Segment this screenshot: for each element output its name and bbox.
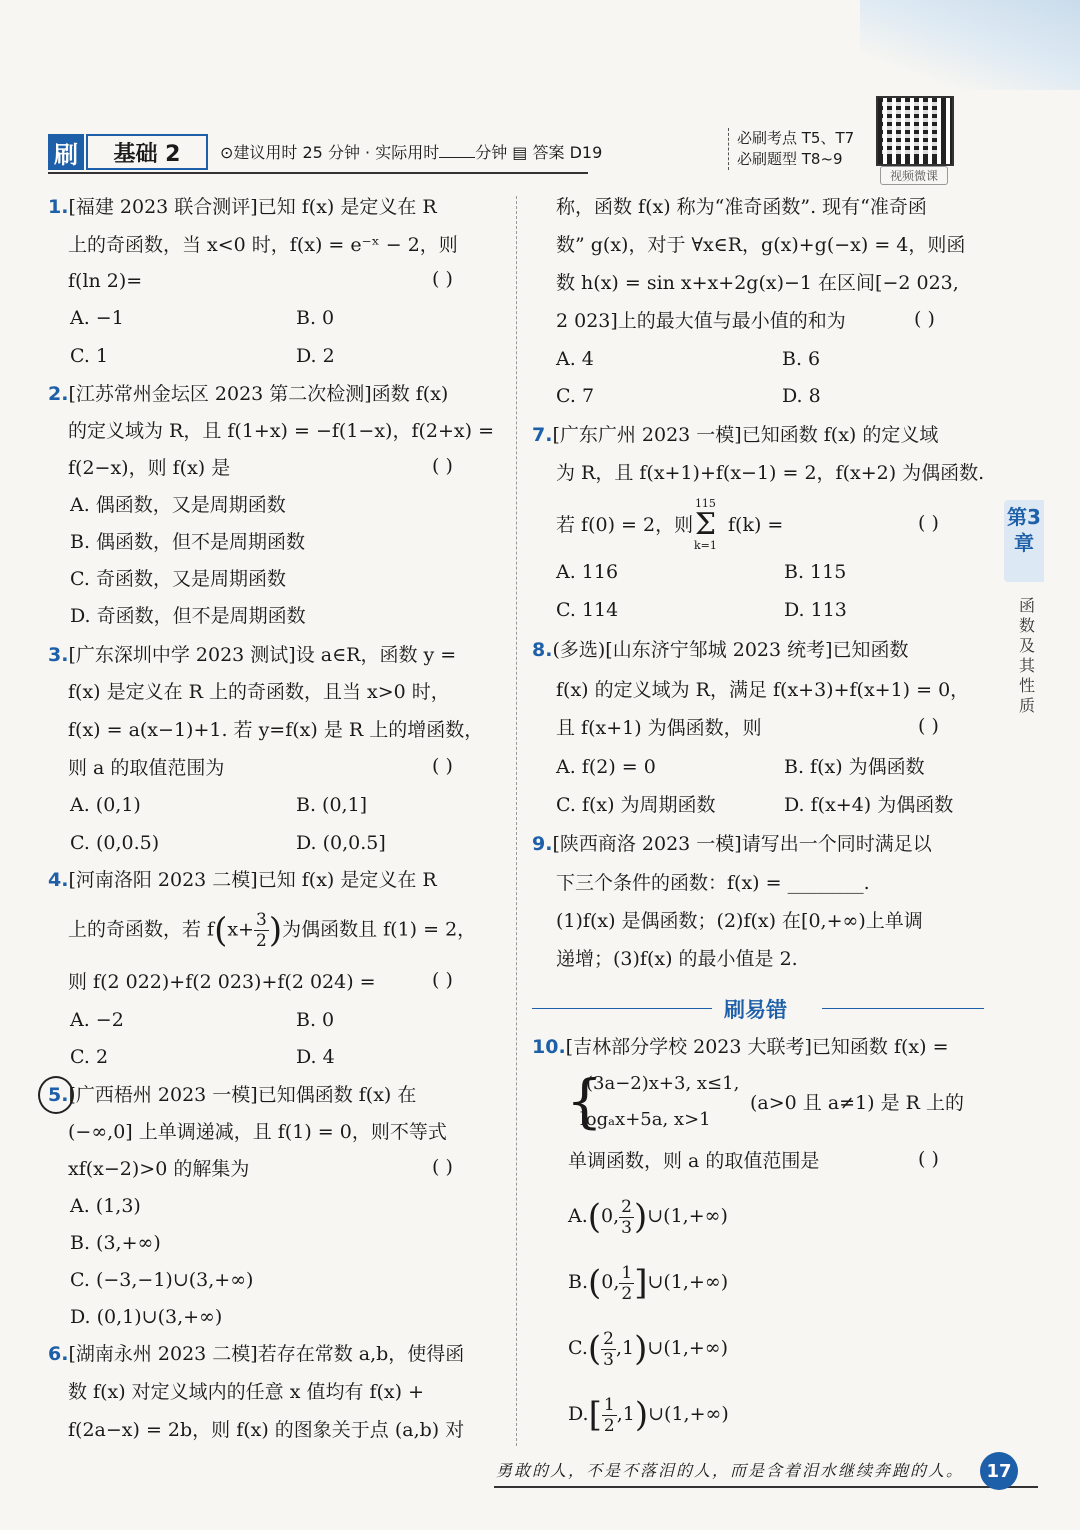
- q10-brace: {: [566, 1067, 603, 1135]
- time-info-tail: 分钟 ▤ 答案 D19: [475, 143, 603, 162]
- section-rule-left: [532, 1008, 712, 1009]
- q6-line-5: 数” g(x)，对于 ∀x∈R，g(x)+g(−x) = 4，则函: [556, 234, 966, 256]
- q4-frac-den: 2: [255, 931, 267, 951]
- q1-answer-paren[interactable]: ( ): [432, 268, 453, 290]
- q3-number: 3.: [48, 644, 69, 666]
- q6-line-3: f(2a−x) = 2b，则 f(x) 的图象关于点 (a,b) 对: [68, 1419, 465, 1441]
- q7-line-1: [532, 420, 938, 450]
- q2-option-a[interactable]: A. 偶函数，又是周期函数: [70, 494, 286, 516]
- q5-option-a[interactable]: A. (1,3): [70, 1195, 141, 1217]
- q5-line-3: xf(x−2)>0 的解集为: [68, 1158, 250, 1180]
- q1-option-c[interactable]: C. 1: [70, 345, 109, 367]
- q3-option-c[interactable]: C. (0,0.5): [70, 832, 160, 854]
- q2-option-b[interactable]: B. 偶函数，但不是周期函数: [70, 531, 306, 553]
- q7-line-3a: 若 f(0) = 2，则: [556, 514, 694, 536]
- q4-line-1: [48, 865, 437, 895]
- section-label: 基础 2: [86, 134, 208, 170]
- q7-sigma-symbol: Σ: [694, 507, 717, 542]
- q10-a-close: ): [634, 1197, 648, 1237]
- q10-line-1: [532, 1032, 949, 1062]
- q10-d-label: D.: [568, 1403, 589, 1425]
- q10-a-num: 2: [621, 1196, 632, 1217]
- q3-answer-paren[interactable]: ( ): [432, 755, 453, 777]
- q6-line-1: [48, 1339, 464, 1369]
- q10-option-d[interactable]: [568, 1394, 729, 1436]
- q10-option-b[interactable]: [568, 1262, 728, 1304]
- kaodian-line-1: 必刷考点 T5、T7: [737, 129, 855, 147]
- q8-number: 8.: [532, 639, 553, 661]
- q4-option-b[interactable]: B. 0: [296, 1009, 335, 1031]
- q10-option-c[interactable]: [568, 1328, 728, 1370]
- q9-line-3: (1)f(x) 是偶函数；(2)f(x) 在[0,+∞)上单调: [556, 910, 923, 932]
- q10-b-in: 0,: [601, 1271, 620, 1293]
- q7-option-a[interactable]: A. 116: [556, 561, 619, 583]
- chapter-title: 函数及其性质: [1018, 596, 1035, 715]
- q7-option-b[interactable]: B. 115: [784, 561, 847, 583]
- q3-text-1: [广东深圳中学 2023 测试]设 a∈R，函数 y =: [68, 644, 457, 666]
- q10-option-a[interactable]: [568, 1196, 728, 1238]
- q6-option-c[interactable]: C. 7: [556, 385, 595, 407]
- q10-b-label: B.: [568, 1271, 589, 1293]
- q10-c-den: 3: [603, 1349, 614, 1370]
- q8-option-d[interactable]: D. f(x+4) 为偶函数: [784, 794, 954, 816]
- section-title: 刷易错: [724, 998, 787, 1022]
- q2-answer-paren[interactable]: ( ): [432, 455, 453, 477]
- q5-option-c[interactable]: C. (−3,−1)∪(3,+∞): [70, 1269, 254, 1291]
- q9-line-4: 递增；(3)f(x) 的最小值是 2.: [556, 948, 798, 970]
- q5-line-1: [48, 1080, 416, 1110]
- q10-c-label: C.: [568, 1337, 588, 1359]
- q2-number: 2.: [48, 383, 69, 405]
- q10-c-tail: ∪(1,+∞): [647, 1337, 729, 1359]
- q10-d-den: 2: [603, 1415, 615, 1436]
- q4-fraction: [254, 910, 269, 951]
- brand-badge: 刷: [48, 134, 84, 170]
- q2-text-1: [江苏常州金坛区 2023 第二次检测]函数 f(x): [68, 383, 449, 405]
- q10-a-den: 3: [621, 1217, 632, 1238]
- q1-text-1: [福建 2023 联合测评]已知 f(x) 是定义在 R: [68, 196, 437, 218]
- q4-option-d[interactable]: D. 4: [296, 1046, 335, 1068]
- q2-line-1: [48, 379, 448, 409]
- q9-line-1: [532, 829, 932, 859]
- q1-option-b[interactable]: B. 0: [296, 307, 335, 329]
- q4-paren-close: ): [268, 910, 283, 951]
- q4-text-1: [河南洛阳 2023 二模]已知 f(x) 是定义在 R: [68, 869, 437, 891]
- q5-answer-paren[interactable]: ( ): [432, 1156, 453, 1178]
- q10-b-open: (: [588, 1263, 602, 1303]
- section-rule-right: [822, 1008, 984, 1009]
- q4-line-3: 则 f(2 022)+f(2 023)+f(2 024) =: [68, 971, 376, 993]
- q10-a-in: 0,: [601, 1205, 620, 1227]
- q4-text-2a: 上的奇函数，若 f: [68, 918, 215, 941]
- q10-text-1: [吉林部分学校 2023 大联考]已知函数 f(x) =: [565, 1036, 949, 1058]
- q5-option-d[interactable]: D. (0,1)∪(3,+∞): [70, 1306, 223, 1328]
- q10-a-open: (: [587, 1197, 602, 1237]
- q6-option-b[interactable]: B. 6: [782, 348, 821, 370]
- q1-number: 1.: [48, 196, 69, 218]
- q10-line-3: 单调函数，则 a 的取值范围是: [568, 1150, 820, 1172]
- q6-line-6: 数 h(x) = sin x+x+2g(x)−1 在区间[−2 023,: [556, 272, 959, 294]
- q3-option-a[interactable]: A. (0,1): [70, 794, 141, 816]
- q10-a-frac: [619, 1197, 634, 1238]
- q6-answer-paren[interactable]: ( ): [914, 308, 935, 330]
- q4-paren-open: (: [214, 910, 228, 951]
- q7-answer-paren[interactable]: ( ): [918, 512, 939, 534]
- q5-number: 5.: [48, 1084, 69, 1106]
- q1-line-2: 上的奇函数，当 x<0 时，f(x) = e⁻ˣ − 2，则: [68, 234, 458, 256]
- q4-option-a[interactable]: A. −2: [70, 1009, 124, 1031]
- q10-d-num: 1: [603, 1394, 615, 1415]
- page-number: 17: [980, 1452, 1018, 1490]
- kaodian-line-2: 必刷题型 T8~9: [737, 150, 843, 168]
- q7-line-3b: f(k) =: [728, 514, 784, 536]
- q8-line-3: 且 f(x+1) 为偶函数，则: [556, 717, 762, 739]
- q1-line-3: f(ln 2)=: [68, 270, 143, 292]
- time-info-text: ⊙建议用时 25 分钟 · 实际用时: [220, 143, 440, 162]
- q10-a-tail: ∪(1,+∞): [647, 1205, 728, 1227]
- header-rule: [48, 172, 588, 174]
- q10-number: 10.: [532, 1036, 566, 1058]
- q6-line-7: 2 023]上的最大值与最小值的和为: [556, 310, 846, 332]
- q1-line-1: [48, 192, 437, 222]
- q8-text-1: (多选)[山东济宁邹城 2023 统考]已知函数: [552, 639, 909, 661]
- q10-b-tail: ∪(1,+∞): [647, 1271, 729, 1293]
- q2-line-2: 的定义域为 R，且 f(1+x) = −f(1−x)，f(2+x) =: [68, 420, 495, 442]
- q4-number: 4.: [48, 869, 69, 891]
- q10-c-in: ,1: [616, 1337, 635, 1359]
- time-info: [220, 140, 602, 163]
- q10-answer-paren[interactable]: ( ): [918, 1148, 939, 1170]
- qr-code-icon[interactable]: [876, 96, 954, 166]
- q7-option-d[interactable]: D. 113: [784, 599, 847, 621]
- q10-a-label: A.: [568, 1205, 588, 1227]
- q8-option-b[interactable]: B. f(x) 为偶函数: [784, 756, 925, 778]
- qr-label: 视频微课: [880, 166, 948, 185]
- q10-condition: (a>0 且 a≠1) 是 R 上的: [750, 1092, 965, 1114]
- q2-option-d[interactable]: D. 奇函数，但不是周期函数: [70, 605, 306, 627]
- q5-text-1: [广西梧州 2023 一模]已知偶函数 f(x) 在: [68, 1084, 417, 1106]
- worksheet-header: [48, 132, 603, 172]
- column-divider: [516, 196, 518, 1446]
- q10-d-close: ): [634, 1395, 649, 1435]
- q8-answer-paren[interactable]: ( ): [918, 715, 939, 737]
- q2-option-c[interactable]: C. 奇函数，又是周期函数: [70, 568, 286, 590]
- q3-line-4: 则 a 的取值范围为: [68, 757, 225, 779]
- q9-line-2[interactable]: 下三个条件的函数：f(x) = ________.: [556, 872, 870, 894]
- q4-x-plus: x+: [227, 918, 254, 941]
- chapter-tab: 第3章: [1004, 500, 1044, 582]
- q5-option-b[interactable]: B. (3,+∞): [70, 1232, 161, 1254]
- q4-answer-paren[interactable]: ( ): [432, 969, 453, 991]
- q10-b-close: ]: [634, 1263, 648, 1303]
- q6-number: 6.: [48, 1343, 69, 1365]
- q1-option-a[interactable]: A. −1: [70, 307, 124, 329]
- q10-d-open: [: [588, 1395, 602, 1435]
- q1-option-d[interactable]: D. 2: [296, 345, 335, 367]
- q10-d-in: ,1: [616, 1403, 635, 1425]
- q10-b-frac: [619, 1263, 634, 1304]
- kaodian-box: [728, 128, 854, 170]
- q10-case-2: logₐx+5a, x>1: [580, 1109, 711, 1130]
- q4-frac-num: 3: [255, 910, 267, 930]
- q10-c-num: 2: [603, 1328, 614, 1349]
- q3-option-d[interactable]: D. (0,0.5]: [296, 832, 386, 854]
- q8-line-2: f(x) 的定义域为 R，满足 f(x+3)+f(x+1) = 0，: [556, 679, 970, 701]
- q10-b-num: 1: [621, 1262, 633, 1283]
- q8-line-1: [532, 635, 909, 665]
- q10-c-close: ): [634, 1329, 648, 1369]
- q9-number: 9.: [532, 833, 553, 855]
- q3-line-2: f(x) 是定义在 R 上的奇函数，且当 x>0 时，: [68, 681, 450, 703]
- q4-text-2b: 为偶函数且 f(1) = 2，: [282, 918, 477, 941]
- q10-case-1: (3a−2)x+3, x≤1,: [586, 1073, 740, 1094]
- q6-line-2: 数 f(x) 对定义域内的任意 x 值均有 f(x) +: [68, 1381, 425, 1403]
- q10-b-den: 2: [621, 1283, 633, 1304]
- q6-text-1: [湖南永州 2023 二模]若存在常数 a,b，使得函: [68, 1343, 465, 1365]
- q7-text-1: [广东广州 2023 一模]已知函数 f(x) 的定义域: [552, 424, 939, 446]
- corner-decoration: [860, 0, 1080, 90]
- q10-c-frac: [601, 1329, 616, 1370]
- q6-option-a[interactable]: A. 4: [556, 348, 594, 370]
- q9-text-1: [陕西商洛 2023 一模]请写出一个同时满足以: [552, 833, 932, 855]
- q3-option-b[interactable]: B. (0,1]: [296, 794, 368, 816]
- q10-d-frac: [602, 1395, 617, 1436]
- q7-line-2: 为 R，且 f(x+1)+f(x−1) = 2，f(x+2) 为偶函数.: [556, 462, 985, 484]
- time-blank: [439, 157, 475, 158]
- q6-line-4: 称，函数 f(x) 称为“准奇函数”. 现有“准奇函: [556, 196, 927, 218]
- q3-line-1: [48, 640, 456, 670]
- q6-option-d[interactable]: D. 8: [782, 385, 821, 407]
- q8-option-a[interactable]: A. f(2) = 0: [556, 756, 656, 778]
- q7-number: 7.: [532, 424, 553, 446]
- q3-line-3: f(x) = a(x−1)+1. 若 y=f(x) 是 R 上的增函数，: [68, 719, 484, 741]
- q5-line-2: (−∞,0] 上单调递减，且 f(1) = 0，则不等式: [68, 1121, 447, 1143]
- q10-c-open: (: [587, 1329, 602, 1369]
- q8-option-c[interactable]: C. f(x) 为周期函数: [556, 794, 716, 816]
- q10-d-tail: ∪(1,+∞): [648, 1403, 729, 1425]
- footer-motto: 勇敢的人，不是不落泪的人，而是含着泪水继续奔跑的人。: [496, 1461, 965, 1480]
- q2-line-3: f(2−x)，则 f(x) 是: [68, 457, 231, 479]
- q7-option-c[interactable]: C. 114: [556, 599, 619, 621]
- q4-line-2: [68, 910, 476, 951]
- q7-sigma: [694, 498, 717, 552]
- q4-option-c[interactable]: C. 2: [70, 1046, 109, 1068]
- footer-rule: [494, 1486, 1038, 1488]
- q7-sigma-top: 115: [694, 497, 716, 510]
- q7-sigma-bottom: k=1: [694, 539, 717, 552]
